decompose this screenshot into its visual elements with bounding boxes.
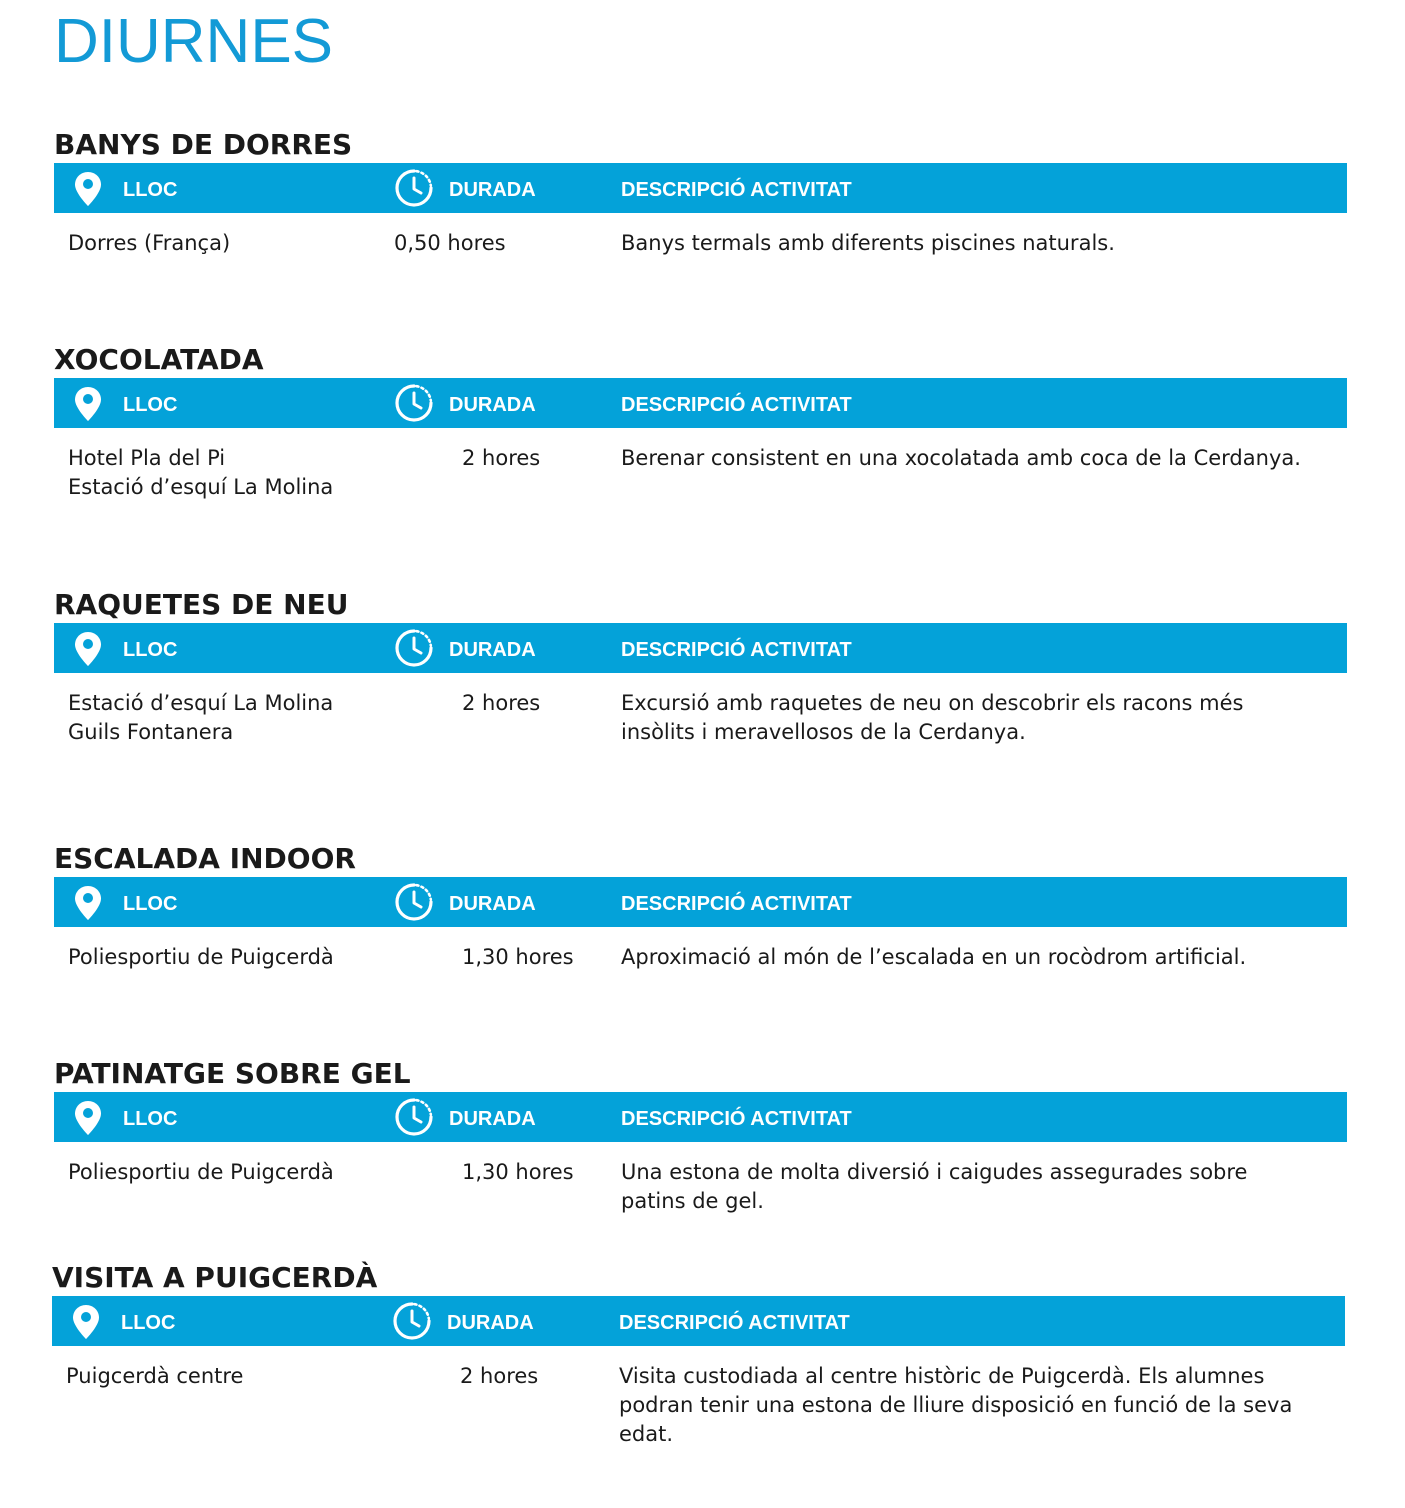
- location-cell: [68, 689, 388, 747]
- location-cell: [68, 1158, 388, 1187]
- activity-section: [52, 1260, 1345, 1446]
- map-pin-icon: [74, 1100, 102, 1136]
- activity-section: [54, 841, 1347, 969]
- activity-title: VISITA A PUIGCERDÀ: [52, 1261, 378, 1294]
- duration-value: 1,30 hores: [462, 1160, 574, 1184]
- header-descripcio: DESCRIPCIÓ ACTIVITAT: [621, 394, 852, 416]
- clock-icon: [394, 628, 434, 668]
- location-cell: [66, 1362, 386, 1391]
- header-lloc: LLOC: [123, 893, 178, 915]
- header-descripcio: DESCRIPCIÓ ACTIVITAT: [621, 179, 852, 201]
- map-pin-icon: [74, 885, 102, 921]
- clock-icon: [392, 1301, 432, 1341]
- header-durada: DURADA: [449, 1108, 536, 1130]
- description-line: Una estona de molta diversió i caigudes assegurades sobre: [621, 1160, 1248, 1184]
- description-line: podran tenir una estona de lliure disposició en funció de la seva: [619, 1393, 1293, 1417]
- header-lloc: LLOC: [123, 394, 178, 416]
- map-pin-icon: [74, 171, 102, 207]
- description-cell: [619, 1362, 1339, 1449]
- description-line: Banys termals amb diferents piscines naturals.: [621, 231, 1115, 255]
- description-line: Excursió amb raquetes de neu on descobrir els racons més: [621, 691, 1244, 715]
- description-cell: [621, 1158, 1341, 1216]
- map-pin-icon: [74, 631, 102, 667]
- location-line: Hotel Pla del Pi: [68, 446, 226, 470]
- header-durada: DURADA: [447, 1312, 534, 1334]
- header-descripcio: DESCRIPCIÓ ACTIVITAT: [621, 1108, 852, 1130]
- description-line: edat.: [619, 1422, 674, 1446]
- header-descripcio: DESCRIPCIÓ ACTIVITAT: [619, 1312, 850, 1334]
- header-lloc: LLOC: [123, 1108, 178, 1130]
- clock-icon: [394, 1097, 434, 1137]
- header-durada: DURADA: [449, 893, 536, 915]
- header-durada: DURADA: [449, 639, 536, 661]
- header-lloc: LLOC: [121, 1312, 176, 1334]
- activity-title: RAQUETES DE NEU: [54, 588, 349, 621]
- description-cell: [621, 943, 1341, 972]
- map-pin-icon: [74, 386, 102, 422]
- description-line: Visita custodiada al centre històric de Puigcerdà. Els alumnes: [619, 1364, 1265, 1388]
- activity-section: [54, 587, 1347, 744]
- location-line: Guils Fontanera: [68, 720, 234, 744]
- table-header-bar: [54, 623, 1347, 673]
- duration-cell: [394, 229, 594, 258]
- clock-icon: [394, 882, 434, 922]
- description-cell: [621, 689, 1341, 747]
- header-descripcio: DESCRIPCIÓ ACTIVITAT: [621, 639, 852, 661]
- location-cell: [68, 943, 388, 972]
- description-line: Aproximació al món de l’escalada en un rocòdrom artificial.: [621, 945, 1247, 969]
- location-line: Poliesportiu de Puigcerdà: [68, 1160, 334, 1184]
- activity-section: [54, 1056, 1347, 1213]
- duration-value: 0,50 hores: [394, 231, 506, 255]
- activity-section: [54, 127, 1347, 255]
- map-pin-icon: [72, 1304, 100, 1340]
- table-header-bar: [54, 378, 1347, 428]
- activity-title: XOCOLATADA: [54, 343, 264, 376]
- location-cell: [68, 444, 388, 502]
- table-header-bar: [52, 1296, 1345, 1346]
- table-header-bar: [54, 163, 1347, 213]
- clock-icon: [394, 168, 434, 208]
- location-line: Dorres (França): [68, 231, 231, 255]
- table-header-bar: [54, 877, 1347, 927]
- page-title: DIURNES: [54, 7, 334, 76]
- location-line: Poliesportiu de Puigcerdà: [68, 945, 334, 969]
- table-header-bar: [54, 1092, 1347, 1142]
- clock-icon: [394, 383, 434, 423]
- header-lloc: LLOC: [123, 179, 178, 201]
- location-line: Puigcerdà centre: [66, 1364, 244, 1388]
- duration-value: 2 hores: [462, 691, 541, 715]
- description-cell: [621, 444, 1341, 473]
- description-line: Berenar consistent en una xocolatada amb coca de la Cerdanya.: [621, 446, 1301, 470]
- activity-title: BANYS DE DORRES: [54, 128, 353, 161]
- activity-section: [54, 342, 1347, 499]
- activity-title: ESCALADA INDOOR: [54, 842, 356, 875]
- location-cell: [68, 229, 388, 258]
- duration-value: 2 hores: [460, 1364, 539, 1388]
- header-lloc: LLOC: [123, 639, 178, 661]
- description-line: insòlits i meravellosos de la Cerdanya.: [621, 720, 1026, 744]
- header-durada: DURADA: [449, 179, 536, 201]
- duration-value: 1,30 hores: [462, 945, 574, 969]
- duration-value: 2 hores: [462, 446, 541, 470]
- location-line: Estació d’esquí La Molina: [68, 475, 334, 499]
- description-cell: [621, 229, 1341, 258]
- description-line: patins de gel.: [621, 1189, 764, 1213]
- header-descripcio: DESCRIPCIÓ ACTIVITAT: [621, 893, 852, 915]
- location-line: Estació d’esquí La Molina: [68, 691, 334, 715]
- activity-title: PATINATGE SOBRE GEL: [54, 1057, 411, 1090]
- header-durada: DURADA: [449, 394, 536, 416]
